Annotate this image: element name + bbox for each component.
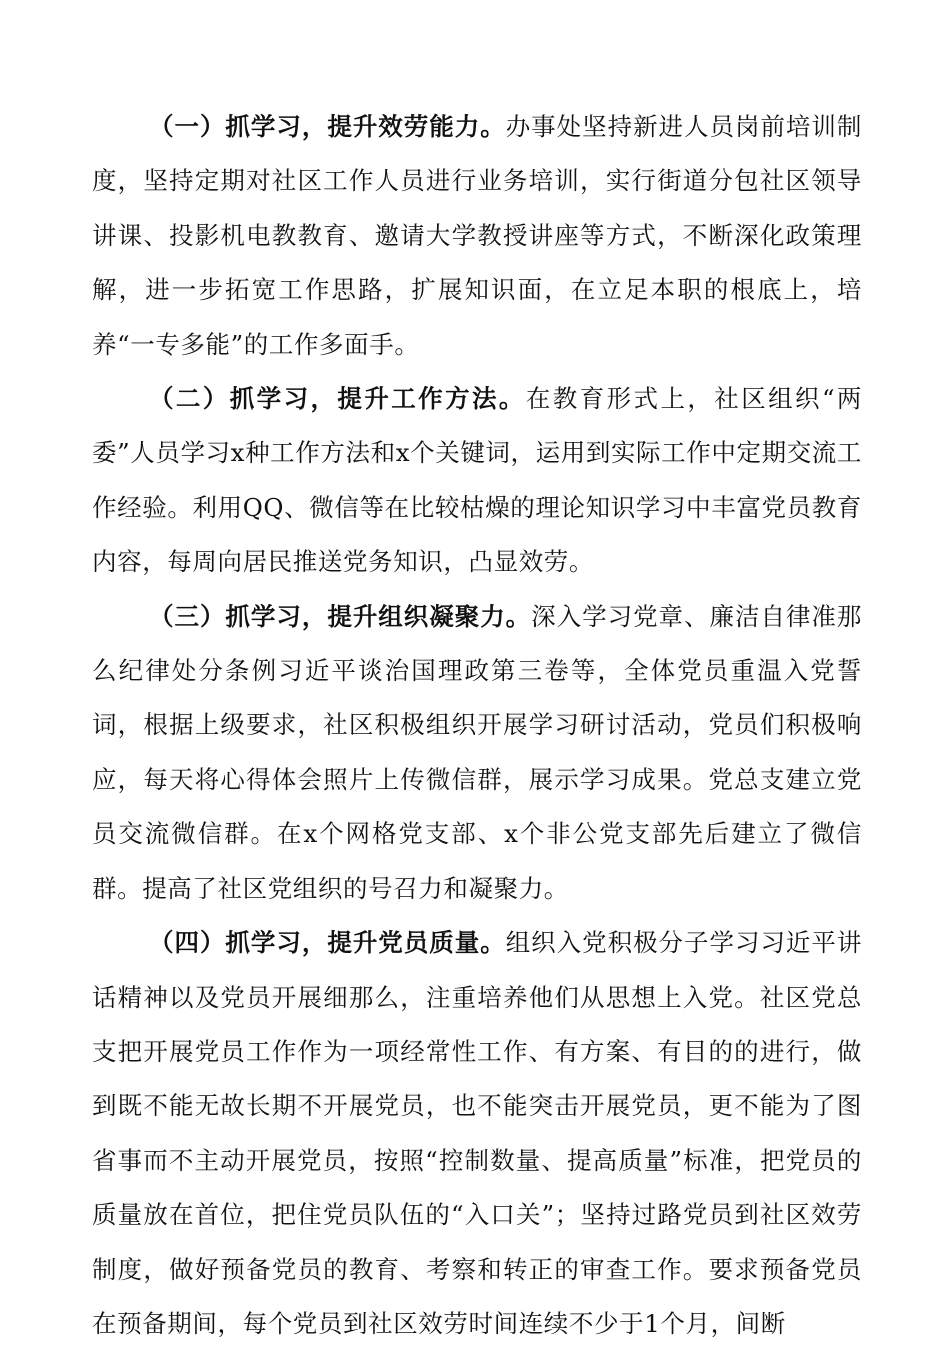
paragraph-1-text: 办事处坚持新进人员岗前培训制度，坚持定期对社区工作人员进行业务培训，实行街道分包社区领导讲课、投影机电教教育、邀请大学教授讲座等方式，不断深化政策理解，进一步拓宽工作思路，扩展知识面，在立足本职的根底上，培养“一专多能”的工作多面手。 [92, 112, 862, 359]
paragraph-3 [92, 590, 862, 916]
paragraph-4 [92, 916, 862, 1351]
paragraph-3-text: 深入学习党章、廉洁自律准那么纪律处分条例习近平谈治国理政第三卷等，全体党员重温入党誓词，根据上级要求，社区积极组织开展学习研讨活动，党员们积极响应，每天将心得体会照片上传微信群，展示学习成果。党总支建立党员交流微信群。在x个网格党支部、x个非公党支部先后建立了微信群。提高了社区党组织的号召力和凝聚力。 [92, 601, 862, 903]
paragraph-1 [92, 100, 862, 372]
paragraph-4-heading: （四）抓学习，提升党员质量。 [149, 928, 506, 958]
paragraph-4-text: 组织入党积极分子学习习近平讲话精神以及党员开展细那么，注重培养他们从思想上入党。社区党总支把开展党员工作作为一项经常性工作、有方案、有目的的进行，做到既不能无故长期不开展党员，也不能突击开展党员，更不能为了图省事而不主动开展党员，按照“控制数量、提高质量”标准，把党员的质量放在首位，把住党员队伍的“入口关”；坚持过路党员到社区效劳制度，做好预备党员的教育、考察和转正的审查工作。要求预备党员在预备期间，每个党员到社区效劳时间连续不少于1个月，间断 [92, 928, 862, 1338]
document-body [92, 100, 862, 1351]
paragraph-2-heading: （二）抓学习，提升工作方法。 [149, 384, 526, 414]
paragraph-2-text: 在教育形式上，社区组织“两委”人员学习x种工作方法和x个关键词，运用到实际工作中定期交流工作经验。利用QQ、微信等在比较枯燥的理论知识学习中丰富党员教育内容，每周向居民推送党务知识，凸显效劳。 [92, 384, 862, 577]
paragraph-2 [92, 372, 862, 590]
paragraph-1-heading: （一）抓学习，提升效劳能力。 [149, 112, 506, 141]
paragraph-3-heading: （三）抓学习，提升组织凝聚力。 [149, 601, 532, 631]
